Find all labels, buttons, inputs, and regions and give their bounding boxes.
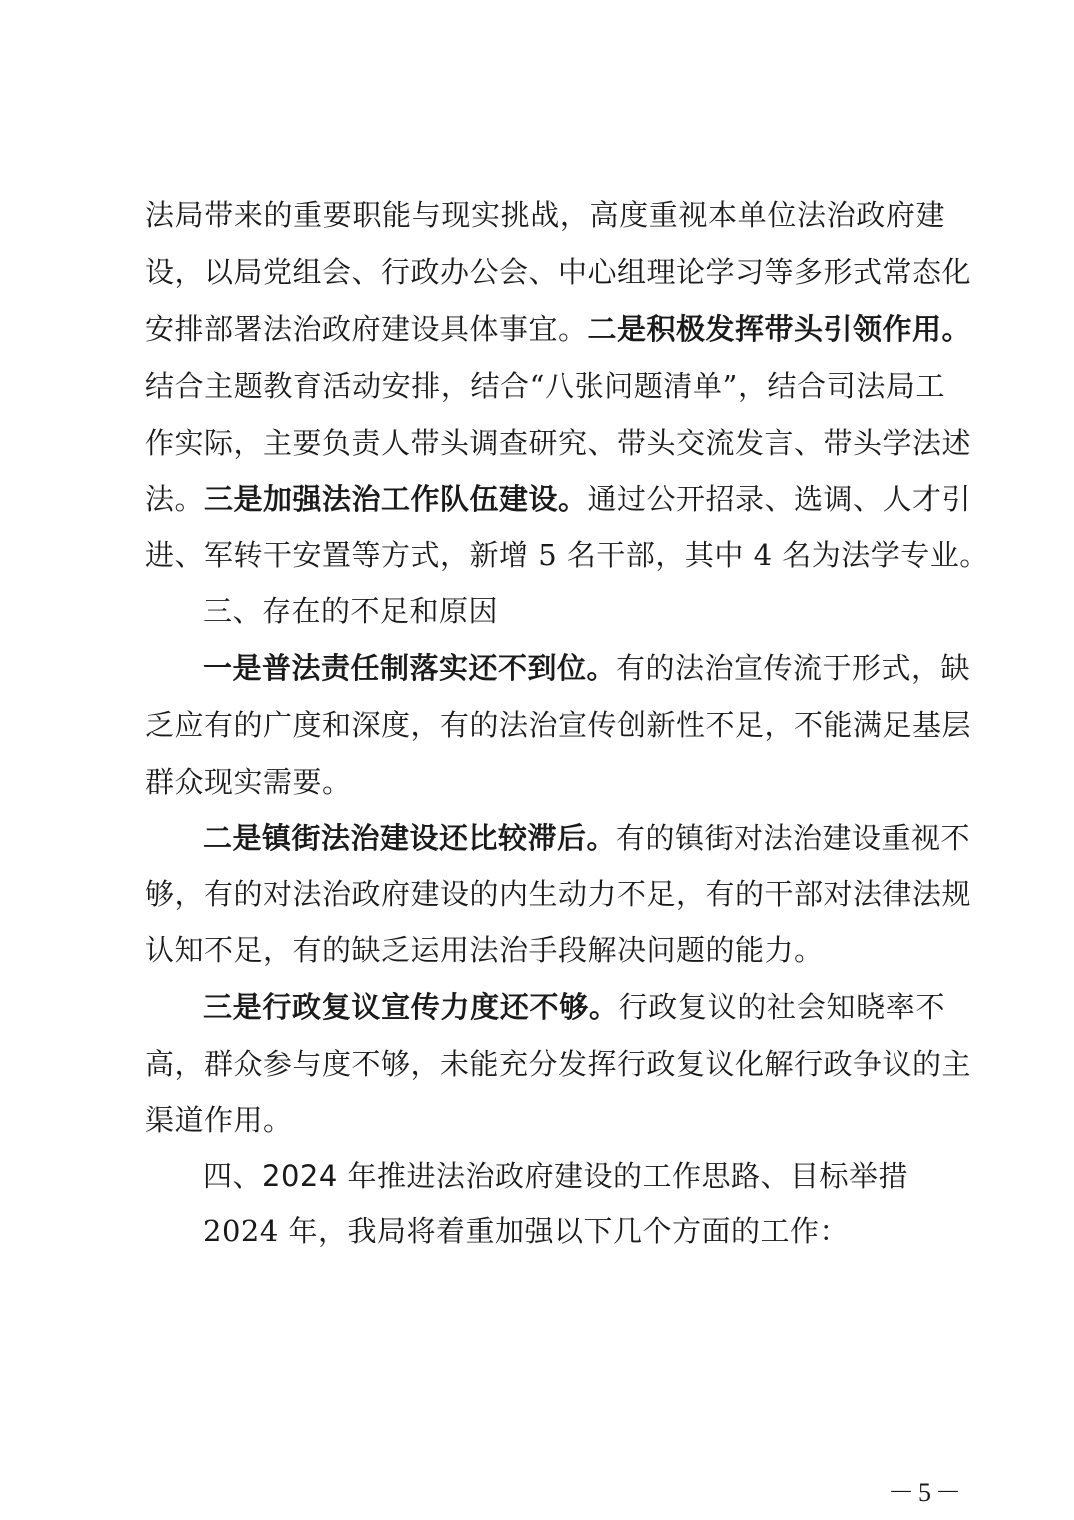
section-heading: 四、2024 年推进法治政府建设的工作思路、目标举措	[203, 1159, 909, 1193]
body-line	[145, 538, 989, 572]
body-line	[203, 990, 945, 1024]
body-line	[145, 312, 972, 346]
line-text: 作实际，主要负责人带头调查研究、带头交流发言、带头学法述	[145, 426, 972, 460]
page-number: －5－	[888, 1478, 966, 1507]
body-line	[145, 1103, 945, 1137]
bold-lead-in: 三是加强法治工作队伍建设。	[204, 482, 588, 516]
body-line	[203, 651, 971, 685]
line-text: 设，以局党组会、行政办公会、中心组理论学习等多形式常态化	[145, 255, 972, 289]
body-line	[145, 426, 972, 460]
body-line	[145, 198, 945, 232]
line-text: 够，有的对法治政府建设的内生动力不足，有的干部对法律法规	[145, 877, 972, 911]
body-line	[145, 1047, 972, 1081]
body-line	[203, 1214, 945, 1248]
line-text: 有的法治宣传流于形式，缺	[616, 651, 971, 685]
bold-lead-in: 二是镇街法治建设还比较滞后。	[203, 821, 617, 855]
line-text: 渠道作用。	[145, 1103, 293, 1137]
line-text: 安排部署法治政府建设具体事宜。	[145, 312, 588, 346]
body-line	[145, 369, 945, 403]
line-text: 乏应有的广度和深度，有的法治宣传创新性不足，不能满足基层	[145, 708, 972, 742]
body-line	[145, 933, 945, 967]
line-text: 法。	[145, 482, 205, 516]
body-line	[145, 255, 972, 289]
line-text: 认知不足，有的缺乏运用法治手段解决问题的能力。	[145, 933, 824, 967]
body-line	[203, 821, 971, 855]
line-text: 结合主题教育活动安排，结合“八张问题清单”，结合司法局工	[145, 369, 945, 403]
bold-lead-in: 三是行政复议宣传力度还不够。	[203, 990, 619, 1024]
line-text: 群众现实需要。	[145, 765, 352, 799]
line-text: 行政复议的社会知晓率不	[618, 990, 945, 1024]
line-text: 进、军转干安置等方式，新增 5 名干部，其中 4 名为法学专业。	[145, 538, 989, 572]
body-line	[145, 877, 972, 911]
line-text: 2024 年，我局将着重加强以下几个方面的工作：	[203, 1214, 850, 1248]
bold-lead-in: 二是积极发挥带头引领作用。	[587, 312, 972, 346]
body-line	[145, 708, 972, 742]
line-text: 法局带来的重要职能与现实挑战，高度重视本单位法治政府建	[145, 198, 945, 232]
line-text: 有的镇街对法治建设重视不	[616, 821, 971, 855]
body-line	[145, 482, 972, 516]
line-text: 通过公开招录、选调、人才引	[587, 482, 972, 516]
section-heading: 三、存在的不足和原因	[203, 594, 499, 628]
body-line	[145, 765, 945, 799]
line-text: 高，群众参与度不够，未能充分发挥行政复议化解行政争议的主	[145, 1047, 972, 1081]
bold-lead-in: 一是普法责任制落实还不到位。	[203, 651, 617, 685]
